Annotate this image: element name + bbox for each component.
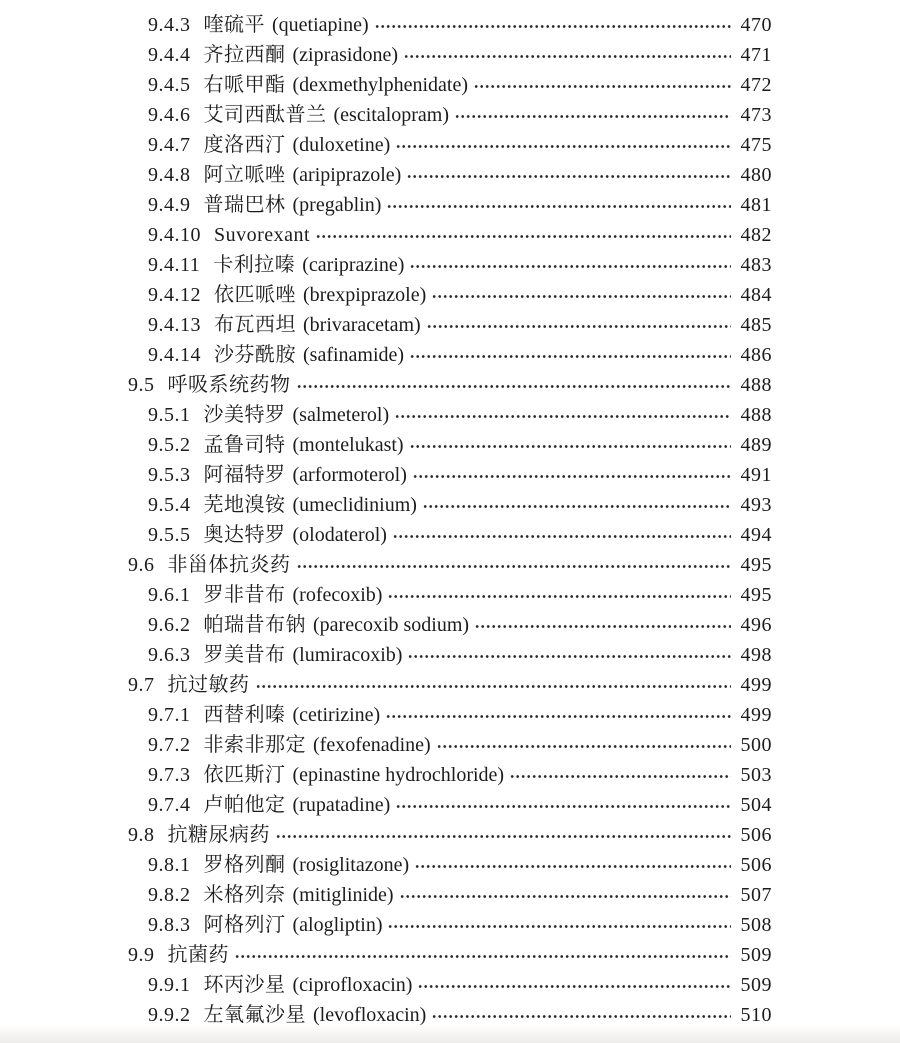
- entry-number: 9.6: [128, 554, 155, 576]
- dot-leader: [415, 855, 731, 875]
- toc-entry: [0, 820, 900, 850]
- entry-number: 9.4.10: [148, 224, 201, 246]
- toc-entry: [0, 550, 900, 580]
- toc-entry: [0, 430, 900, 460]
- entry-translation: (brexpiprazole): [303, 284, 427, 306]
- entry-title: 沙美特罗: [203, 404, 286, 426]
- dot-leader: [276, 825, 731, 845]
- dot-leader: [387, 195, 731, 215]
- toc-entry: [0, 280, 900, 310]
- entry-translation: (rofecoxib): [292, 584, 383, 606]
- toc-entry: [0, 610, 900, 640]
- entry-title: 依匹哌唑: [214, 284, 296, 306]
- entry-number: 9.5.5: [148, 524, 191, 546]
- entry-title: 右哌甲酯: [203, 74, 286, 96]
- entry-page: 509: [740, 944, 772, 966]
- entry-page: 470: [740, 14, 772, 36]
- entry-title: 阿立哌唑: [203, 164, 286, 186]
- entry-page: 503: [740, 764, 772, 786]
- dot-leader: [404, 45, 731, 65]
- entry-page: 494: [740, 524, 772, 546]
- dot-leader: [474, 75, 731, 95]
- entry-translation: (alogliptin): [292, 914, 383, 936]
- toc-entry: [0, 370, 900, 400]
- entry-number: 9.9.1: [148, 974, 191, 996]
- toc-entry: [0, 340, 900, 370]
- toc-entry: [0, 160, 900, 190]
- entry-translation: (arformoterol): [292, 464, 407, 486]
- entry-number: 9.8: [128, 824, 155, 846]
- entry-translation: (salmeterol): [292, 404, 390, 426]
- dot-leader: [475, 615, 731, 635]
- dot-leader: [407, 165, 731, 185]
- entry-translation: (safinamide): [303, 344, 405, 366]
- dot-leader: [410, 435, 731, 455]
- entry-title: 沙芬酰胺: [214, 344, 296, 366]
- entry-number: 9.7.1: [148, 704, 191, 726]
- dot-leader: [410, 255, 731, 275]
- entry-page: 472: [740, 74, 772, 96]
- entry-page: 491: [740, 464, 772, 486]
- entry-translation: (pregablin): [292, 194, 382, 216]
- entry-title: 非甾体抗炎药: [167, 554, 291, 576]
- entry-translation: (lumiracoxib): [292, 644, 403, 666]
- entry-title: Suvorexant: [214, 224, 311, 246]
- entry-number: 9.9: [128, 944, 155, 966]
- entry-title: 帕瑞昔布钠: [203, 614, 306, 636]
- entry-page: 498: [740, 644, 772, 666]
- toc-entry: [0, 310, 900, 340]
- entry-page: 489: [740, 434, 772, 456]
- entry-title: 阿福特罗: [203, 464, 286, 486]
- entry-page: 506: [740, 824, 772, 846]
- entry-title: 度洛西汀: [203, 134, 286, 156]
- entry-page: 486: [740, 344, 772, 366]
- toc-entry: [0, 10, 900, 40]
- toc-entry: [0, 730, 900, 760]
- entry-number: 9.6.3: [148, 644, 191, 666]
- toc-entry: [0, 100, 900, 130]
- entry-number: 9.4.6: [148, 104, 191, 126]
- entry-number: 9.4.11: [148, 254, 201, 276]
- entry-page: 496: [740, 614, 772, 636]
- entry-number: 9.5.4: [148, 494, 191, 516]
- entry-translation: (cetirizine): [292, 704, 381, 726]
- toc-entry: [0, 250, 900, 280]
- entry-translation: (olodaterol): [292, 524, 387, 546]
- entry-number: 9.4.4: [148, 44, 191, 66]
- toc-entry: [0, 400, 900, 430]
- entry-title: 奥达特罗: [203, 524, 286, 546]
- entry-page: 480: [740, 164, 772, 186]
- entry-title: 艾司西酞普兰: [203, 104, 327, 126]
- entry-title: 抗过敏药: [167, 674, 250, 696]
- entry-translation: (aripiprazole): [292, 164, 402, 186]
- toc-entry: [0, 70, 900, 100]
- dot-leader: [432, 285, 731, 305]
- entry-number: 9.4.14: [148, 344, 201, 366]
- dot-leader: [427, 315, 731, 335]
- dot-leader: [432, 1005, 731, 1025]
- entry-title: 孟鲁司特: [203, 434, 286, 456]
- dot-leader: [386, 705, 731, 725]
- entry-page: 509: [740, 974, 772, 996]
- entry-page: 485: [740, 314, 772, 336]
- entry-title: 布瓦西坦: [214, 314, 296, 336]
- entry-translation: (duloxetine): [292, 134, 391, 156]
- toc-entry: [0, 790, 900, 820]
- dot-leader: [455, 105, 731, 125]
- entry-title: 抗菌药: [167, 944, 229, 966]
- dot-leader: [235, 945, 731, 965]
- dot-leader: [256, 675, 732, 695]
- toc-entry: [0, 700, 900, 730]
- entry-translation: (levofloxacin): [313, 1004, 427, 1026]
- dot-leader: [297, 375, 732, 395]
- entry-page: 499: [740, 704, 772, 726]
- entry-title: 抗糖尿病药: [167, 824, 270, 846]
- entry-title: 非索非那定: [203, 734, 306, 756]
- entry-page: 506: [740, 854, 772, 876]
- toc-entry: [0, 970, 900, 1000]
- entry-page: 495: [740, 584, 772, 606]
- entry-page: 488: [740, 404, 772, 426]
- entry-number: 9.4.5: [148, 74, 191, 96]
- toc-entry: [0, 760, 900, 790]
- dot-leader: [388, 915, 731, 935]
- entry-number: 9.5.1: [148, 404, 191, 426]
- toc-entry: [0, 1000, 900, 1030]
- entry-page: 482: [740, 224, 772, 246]
- dot-leader: [375, 15, 731, 35]
- dot-leader: [510, 765, 731, 785]
- entry-translation: (ziprasidone): [292, 44, 399, 66]
- dot-leader: [297, 555, 732, 575]
- entry-number: 9.8.2: [148, 884, 191, 906]
- entry-title: 普瑞巴林: [203, 194, 286, 216]
- entry-title: 左氧氟沙星: [203, 1004, 306, 1026]
- entry-number: 9.4.12: [148, 284, 201, 306]
- toc-entry: [0, 640, 900, 670]
- dot-leader: [423, 495, 731, 515]
- entry-title: 罗美昔布: [203, 644, 286, 666]
- entry-page: 508: [740, 914, 772, 936]
- toc-entry: [0, 850, 900, 880]
- toc-entry: [0, 130, 900, 160]
- entry-page: 500: [740, 734, 772, 756]
- entry-title: 卡利拉嗪: [213, 254, 296, 276]
- dot-leader: [418, 975, 731, 995]
- entry-page: 507: [740, 884, 772, 906]
- entry-number: 9.7.3: [148, 764, 191, 786]
- dot-leader: [396, 795, 731, 815]
- entry-title: 米格列奈: [203, 884, 286, 906]
- entry-page: 475: [740, 134, 772, 156]
- entry-page: 483: [740, 254, 772, 276]
- toc-entry: [0, 880, 900, 910]
- entry-number: 9.5.3: [148, 464, 191, 486]
- entry-page: 471: [740, 44, 772, 66]
- entry-page: 495: [740, 554, 772, 576]
- dot-leader: [316, 225, 731, 245]
- entry-translation: (escitalopram): [333, 104, 449, 126]
- entry-title: 罗非昔布: [203, 584, 286, 606]
- entry-title: 呼吸系统药物: [167, 374, 291, 396]
- entry-number: 9.4.13: [148, 314, 201, 336]
- entry-title: 依匹斯汀: [203, 764, 286, 786]
- entry-number: 9.4.3: [148, 14, 191, 36]
- toc-entry: [0, 670, 900, 700]
- entry-page: 484: [740, 284, 772, 306]
- dot-leader: [400, 885, 731, 905]
- entry-number: 9.4.7: [148, 134, 191, 156]
- entry-page: 504: [740, 794, 772, 816]
- entry-translation: (parecoxib sodium): [313, 614, 470, 636]
- toc-entry: [0, 460, 900, 490]
- entry-number: 9.8.1: [148, 854, 191, 876]
- entry-translation: (umeclidinium): [292, 494, 417, 516]
- entry-number: 9.7.2: [148, 734, 191, 756]
- entry-translation: (mitiglinide): [292, 884, 394, 906]
- dot-leader: [393, 525, 731, 545]
- entry-number: 9.6.1: [148, 584, 191, 606]
- entry-title: 西替利嗪: [203, 704, 286, 726]
- toc-entry: [0, 940, 900, 970]
- entry-number: 9.9.2: [148, 1004, 191, 1026]
- toc-entry: [0, 220, 900, 250]
- toc-entry: [0, 520, 900, 550]
- entry-translation: (rupatadine): [292, 794, 391, 816]
- toc-list: [0, 10, 900, 1030]
- entry-number: 9.8.3: [148, 914, 191, 936]
- entry-translation: (epinastine hydrochloride): [292, 764, 505, 786]
- entry-translation: (fexofenadine): [313, 734, 431, 756]
- entry-page: 488: [740, 374, 772, 396]
- entry-translation: (montelukast): [292, 434, 404, 456]
- entry-number: 9.5: [128, 374, 155, 396]
- dot-leader: [413, 465, 731, 485]
- entry-translation: (ciprofloxacin): [292, 974, 413, 996]
- entry-number: 9.5.2: [148, 434, 191, 456]
- entry-translation: (rosiglitazone): [292, 854, 410, 876]
- toc-entry: [0, 40, 900, 70]
- entry-page: 481: [740, 194, 772, 216]
- entry-title: 阿格列汀: [203, 914, 286, 936]
- toc-entry: [0, 190, 900, 220]
- entry-translation: (cariprazine): [302, 254, 405, 276]
- dot-leader: [408, 645, 731, 665]
- entry-number: 9.7: [128, 674, 155, 696]
- dot-leader: [396, 135, 731, 155]
- entry-title: 齐拉西酮: [203, 44, 286, 66]
- dot-leader: [388, 585, 731, 605]
- entry-page: 510: [740, 1004, 772, 1026]
- entry-title: 环丙沙星: [203, 974, 286, 996]
- entry-translation: (brivaracetam): [303, 314, 421, 336]
- entry-number: 9.6.2: [148, 614, 191, 636]
- toc-entry: [0, 910, 900, 940]
- dot-leader: [437, 735, 731, 755]
- entry-translation: (quetiapine): [272, 14, 369, 36]
- toc-entry: [0, 580, 900, 610]
- entry-number: 9.7.4: [148, 794, 191, 816]
- entry-page: 499: [740, 674, 772, 696]
- entry-page: 473: [740, 104, 772, 126]
- entry-title: 芜地溴铵: [203, 494, 286, 516]
- toc-entry: [0, 490, 900, 520]
- entry-number: 9.4.9: [148, 194, 191, 216]
- dot-leader: [410, 345, 731, 365]
- dot-leader: [395, 405, 731, 425]
- entry-number: 9.4.8: [148, 164, 191, 186]
- entry-title: 卢帕他定: [203, 794, 286, 816]
- entry-page: 493: [740, 494, 772, 516]
- entry-title: 罗格列酮: [203, 854, 286, 876]
- entry-translation: (dexmethylphenidate): [292, 74, 468, 96]
- entry-title: 喹硫平: [203, 14, 265, 36]
